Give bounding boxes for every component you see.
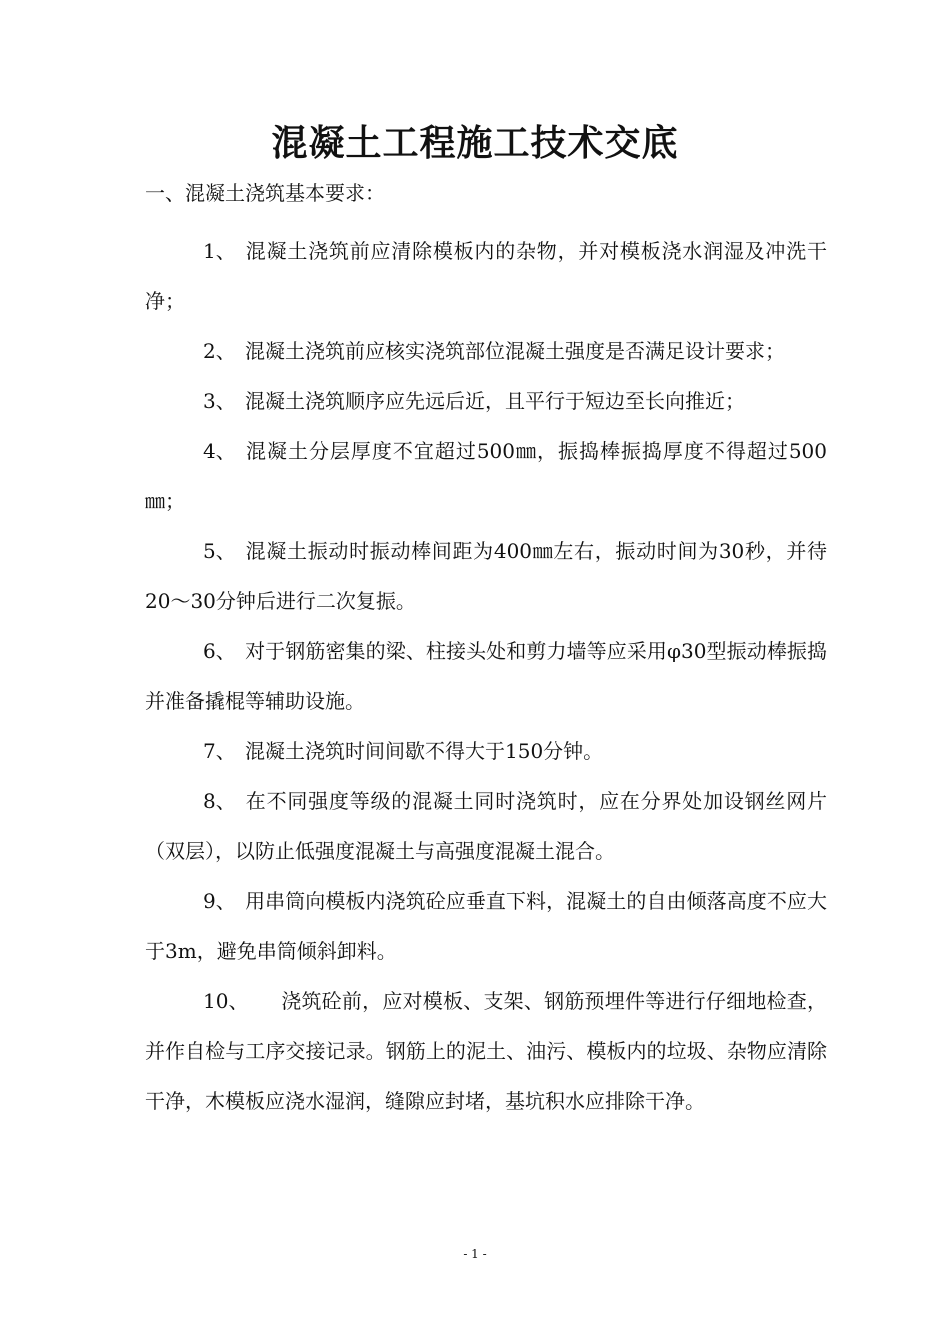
document-title: 混凝土工程施工技术交底 (271, 122, 679, 164)
item-text: 混凝土分层厚度不宜超过500㎜，振捣棒振捣厚度不得超过500㎜； (145, 439, 827, 513)
item-number: 9、 (203, 889, 236, 913)
item-number: 10、 (203, 989, 249, 1013)
requirements-list (145, 226, 827, 1126)
item-number: 6、 (203, 639, 236, 663)
item-number: 2、 (203, 339, 236, 363)
list-item (145, 626, 827, 726)
list-item (145, 776, 827, 876)
item-number: 1、 (203, 239, 236, 263)
item-text: 混凝土浇筑前应核实浇筑部位混凝土强度是否满足设计要求； (245, 339, 785, 363)
list-item (145, 376, 827, 426)
list-item (145, 876, 827, 976)
item-text: 在不同强度等级的混凝土同时浇筑时，应在分界处加设钢丝网片（双层），以防止低强度混凝土与高强度混凝土混合。 (145, 789, 827, 863)
list-item (145, 526, 827, 626)
item-number: 7、 (203, 739, 236, 763)
item-text: 混凝土振动时振动棒间距为400㎜左右，振动时间为30秒，并待20～30分钟后进行二次复振。 (145, 539, 827, 613)
item-number: 5、 (203, 539, 236, 563)
list-item (145, 976, 827, 1126)
item-number: 4、 (203, 439, 236, 463)
item-text: 混凝土浇筑前应清除模板内的杂物，并对模板浇水润湿及冲洗干净； (145, 239, 827, 313)
item-text: 混凝土浇筑顺序应先远后近，且平行于短边至长向推近； (245, 389, 745, 413)
list-item (145, 726, 827, 776)
page-number: - 1 - (463, 1247, 487, 1261)
list-item (145, 426, 827, 526)
item-text: 浇筑砼前，应对模板、支架、钢筋预埋件等进行仔细地检查，并作自检与工序交接记录。钢筋上的泥土、油污、模板内的垃圾、杂物应清除干净，木模板应浇水湿润，缝隙应封堵，基坑积水应排除干净。 (145, 989, 827, 1113)
item-number: 8、 (203, 789, 236, 813)
section-heading: 一、混凝土浇筑基本要求： (145, 181, 385, 205)
item-text: 用串筒向模板内浇筑砼应垂直下料，混凝土的自由倾落高度不应大于3m，避免串筒倾斜卸料。 (145, 889, 827, 963)
item-text: 混凝土浇筑时间间歇不得大于150分钟。 (245, 739, 604, 763)
item-text: 对于钢筋密集的梁、柱接头处和剪力墙等应采用φ30型振动棒振捣并准备撬棍等辅助设施。 (145, 639, 827, 713)
list-item (145, 226, 827, 326)
list-item (145, 326, 827, 376)
item-number: 3、 (203, 389, 236, 413)
